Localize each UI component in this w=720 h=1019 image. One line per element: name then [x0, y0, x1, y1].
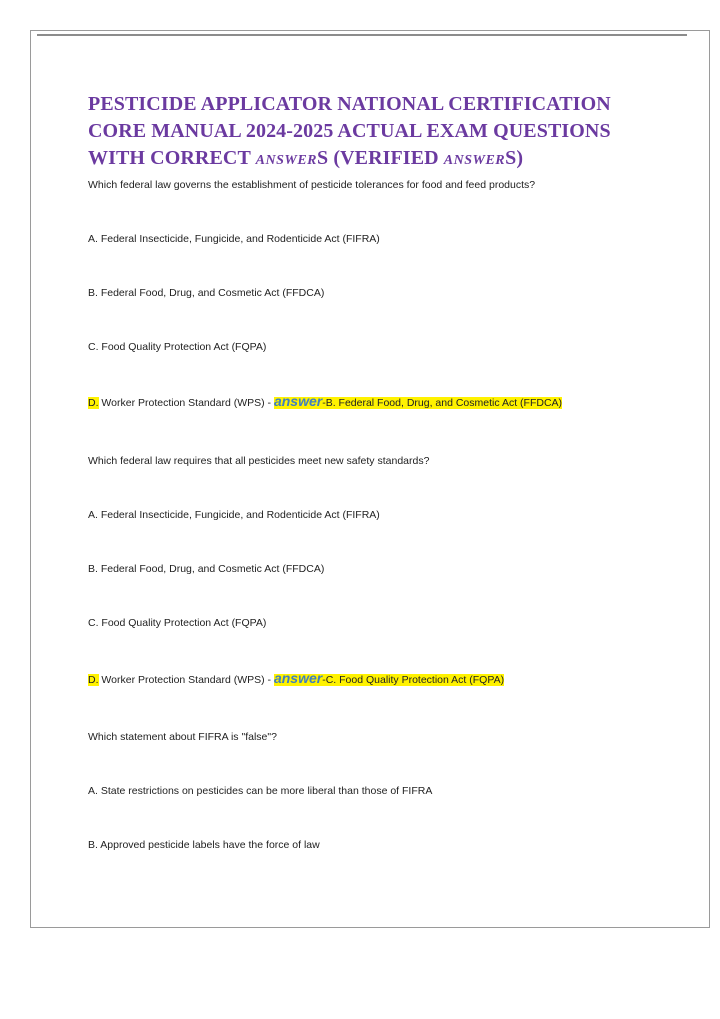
q2-option-a: A. Federal Insecticide, Fungicide, and Rodenticide Act (FIFRA): [88, 509, 380, 521]
q3-option-a: A. State restrictions on pesticides can be more liberal than those of FIFRA: [88, 785, 433, 797]
q1-question: Which federal law governs the establishment of pesticide tolerances for food and feed products?: [88, 179, 536, 191]
title-line-3-a: WITH CORRECT: [88, 147, 256, 169]
title-answer-2: ANSWER: [443, 153, 506, 168]
q1-answer-word: answer: [273, 393, 323, 409]
q2-option-c: C. Food Quality Protection Act (FQPA): [88, 617, 267, 629]
title-line-3-c: S): [505, 147, 524, 169]
q1-option-d-letter: D.: [88, 397, 99, 409]
q1-option-d-row: [88, 393, 562, 409]
q2-answer-word: answer: [273, 670, 323, 686]
q1-option-b: B. Federal Food, Drug, and Cosmetic Act (FFDCA): [88, 287, 325, 299]
q2-option-b: B. Federal Food, Drug, and Cosmetic Act (FFDCA): [88, 563, 325, 575]
document-title: [88, 91, 688, 174]
document-page: [30, 30, 710, 928]
q2-option-d-text: Worker Protection Standard (WPS) -: [98, 674, 274, 686]
title-line-1: PESTICIDE APPLICATOR NATIONAL CERTIFICATION: [88, 93, 611, 115]
title-line-2: CORE MANUAL 2024-2025 ACTUAL EXAM QUESTIONS: [88, 120, 611, 142]
q1-option-a: A. Federal Insecticide, Fungicide, and Rodenticide Act (FIFRA): [88, 233, 380, 245]
q2-option-d-letter: D.: [88, 674, 99, 686]
q1-option-d-text: Worker Protection Standard (WPS) -: [98, 397, 274, 409]
q2-answer-text: -C. Food Quality Protection Act (FQPA): [322, 674, 505, 686]
title-answer-1: ANSWER: [255, 153, 317, 168]
title-line-3-b: S (VERIFIED: [317, 147, 444, 169]
q2-option-d-row: [88, 670, 504, 686]
q3-question: Which statement about FIFRA is "false"?: [88, 731, 277, 743]
q1-answer: [273, 393, 563, 409]
q2-answer: [273, 670, 505, 686]
top-rule: [37, 34, 687, 36]
q1-answer-text: -B. Federal Food, Drug, and Cosmetic Act (FFDCA): [322, 397, 563, 409]
q2-question: Which federal law requires that all pesticides meet new safety standards?: [88, 455, 430, 467]
q3-option-b: B. Approved pesticide labels have the force of law: [88, 839, 320, 851]
q1-option-c: C. Food Quality Protection Act (FQPA): [88, 341, 267, 353]
